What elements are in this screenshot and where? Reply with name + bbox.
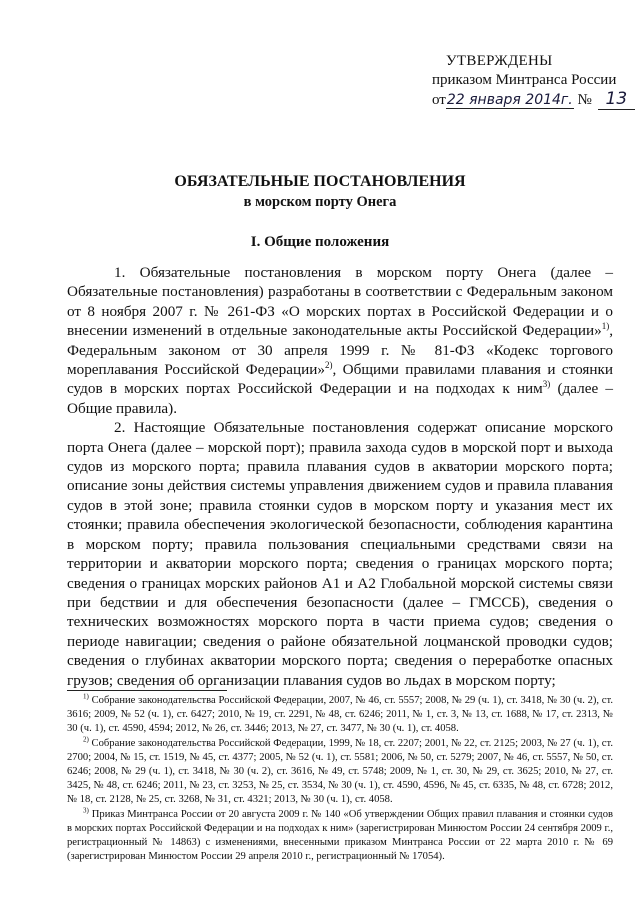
approval-by: приказом Минтранса России	[432, 72, 617, 88]
paragraph-1	[67, 263, 613, 418]
paragraph-1-part-c: , Общими правилами плавания и стоянки судов в морских портах Российской Федерации и на подходах к ним	[67, 361, 613, 398]
approval-date-line	[432, 90, 632, 110]
document-subtitle: в морском порту Онега	[243, 194, 397, 210]
handwritten-date: 22 января 2014г.	[446, 92, 573, 108]
footnote-ref-3: 3)	[542, 379, 551, 390]
section-heading: I. Общие положения	[250, 234, 390, 250]
body-text	[67, 263, 613, 690]
paragraph-1-part-d: (далее – Общие правила).	[67, 380, 613, 417]
approval-block	[392, 52, 632, 110]
footnotes	[67, 694, 613, 864]
number-prefix: №	[577, 92, 592, 108]
footnote-2-text: Собрание законодательства Российской Федерации, 1999, № 18, ст. 2207; 2001, № 22, ст. 2125; 2003, № 27 (ч. 1), ст. 2700; 2004, № 15, ст. 1519, № 45, ст. 4377; 2005, № 52 (ч. 1), ст. 5581; 2006, № 50, ст. 5279; 2007, № 46, ст. 5557, № 50, ст. 6246; 2008, № 29 (ч. 1), ст. 3418, № 30 (ч. 2), ст. 3616, № 49, ст. 5748; 2009, № 1, ст. 30, № 29, ст. 3625; 2010, № 27, ст. 3425, № 48, ст. 6246; 2011, № 23, ст. 3253, № 25, ст. 3534, № 30 (ч. 1), ст. 4590, 4596, № 45, ст. 6335, № 48, ст. 6728; 2012, № 18, ст. 2128, № 25, ст. 3268, № 31, ст. 4321; 2013, № 30 (ч. 1), ст. 4058.	[67, 737, 613, 806]
paragraph-1-part-b: , Федеральным законом от 30 апреля 1999 г. № 81-ФЗ «Кодекс торгового мореплавания Российской Федерации»	[67, 322, 613, 379]
footnote-ref-1: 1)	[601, 321, 610, 332]
footnote-divider	[67, 690, 227, 691]
approval-title: УТВЕРЖДЕНЫ	[446, 53, 553, 69]
handwritten-number: 13	[598, 89, 636, 110]
footnote-1-mark: 1)	[83, 692, 89, 701]
document-title: ОБЯЗАТЕЛЬНЫЕ ПОСТАНОВЛЕНИЯ	[174, 173, 466, 190]
footnote-2	[67, 737, 613, 808]
paragraph-2: 2. Настоящие Обязательные постановления содержат описание морского порта Онега (далее – морской порт); правила захода судов в морской порт и выхода судов из морского порта; правила плавания судов в акватории морского порта; описание зоны действия системы управления движением судов и правила плавания судов в этой зоне; правила стоянки судов в морском порту и указания мест их стоянки; правила обеспечения экологической безопасности, соблюдения карантина в морском порту; правила пользования специальными средствами связи на территории и акватории морского порта; сведения о границах морского порта; сведения о границах морских районов А1 и А2 Глобальной морской системы связи при бедствии и для обеспечения безопасности (далее – ГМССБ), сведения о технических возможностях морского порта в части приема судов; сведения о периоде навигации; сведения о районе обязательной лоцманской проводки судов; сведения о глубинах акватории морского порта; сведения о переработке опасных грузов; сведения об организации плавания судов во льдах в морском порту;	[67, 419, 613, 689]
footnote-1-text: Собрание законодательства Российской Федерации, 2007, № 46, ст. 5557; 2008, № 29 (ч. 1), ст. 3418, № 30 (ч. 2), ст. 3616; 2009, № 52 (ч. 1), ст. 6427; 2010, № 19, ст. 2291, № 48, ст. 6246; 2011, № 1, ст. 3, № 13, ст. 1688, № 17, ст. 2313, № 30 (ч. 1), ст. 4590, 4594; 2012, № 26, ст. 3446; 2013, № 27, ст. 3477, № 30 (ч. 1), ст. 4058.	[67, 695, 613, 735]
footnote-3-text: Приказ Минтранса России от 20 августа 2009 г. № 140 «Об утверждении Общих правил плавания и стоянки судов в морских портах Российской Федерации и на подходах к ним» (зарегистрирован Минюстом России 24 сентября 2009 г., регистрационный № 14863) с изменениями, внесенными приказом Минтранса России от 22 марта 2010 г. № 69 (зарегистрирован Минюстом России 29 апреля 2010 г., регистрационный № 17054).	[67, 808, 613, 863]
date-prefix: от	[432, 92, 446, 108]
footnote-3	[67, 808, 613, 865]
footnote-1	[67, 694, 613, 737]
footnote-3-mark: 3)	[83, 806, 89, 815]
paragraph-1-part-a: 1. Обязательные постановления в морском порту Онега (далее – Обязательные постановления) разработаны в соответствии с Федеральным законом от 8 ноября 2007 г. № 261-ФЗ «О морских портах в Российской Федерации и о внесении изменений в отдельные законодательные акты Российской Федерации»	[67, 264, 613, 340]
footnote-ref-2: 2)	[324, 359, 333, 370]
footnote-2-mark: 2)	[83, 735, 89, 744]
